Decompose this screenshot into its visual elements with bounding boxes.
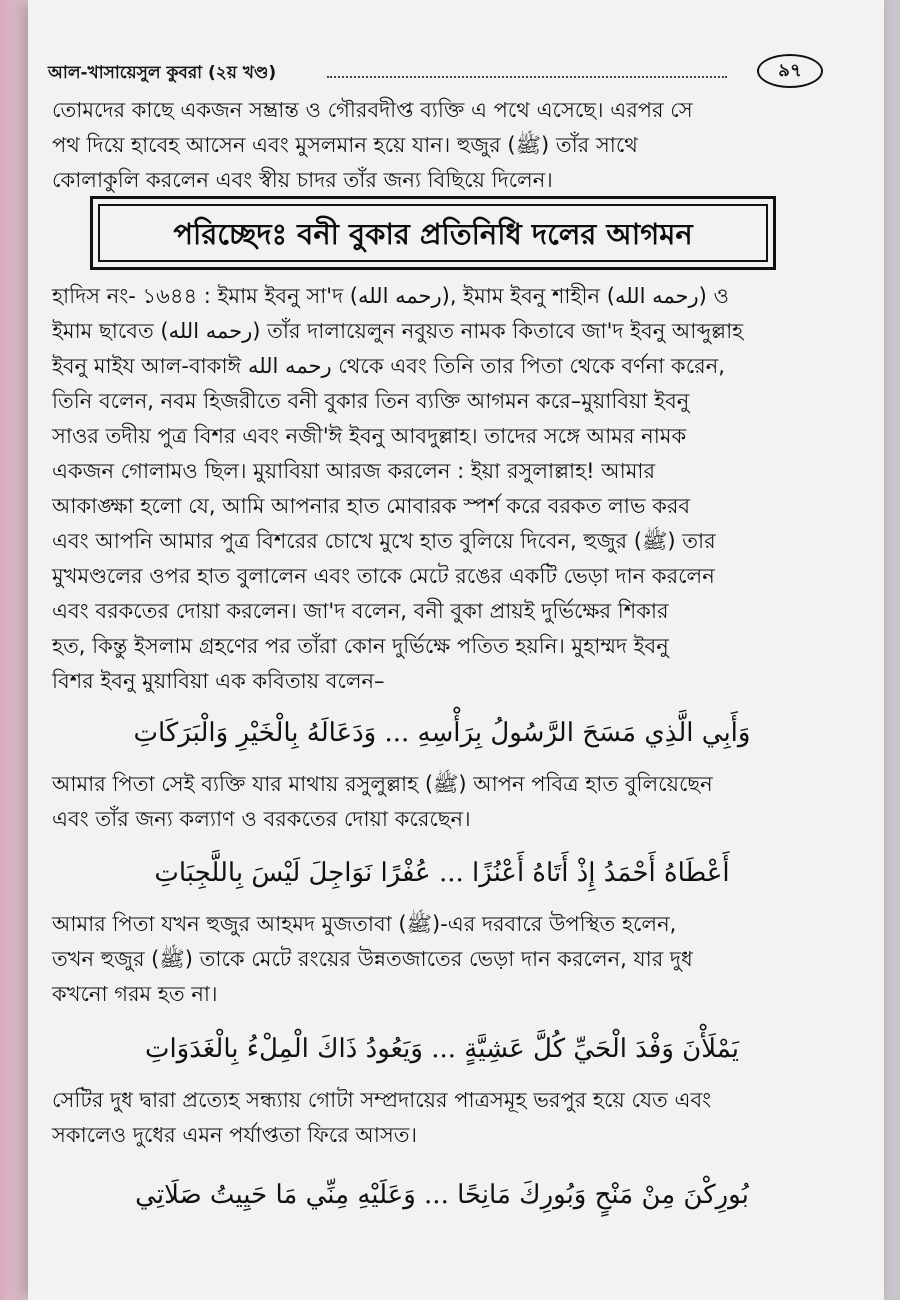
hadith-line: একজন গোলামও ছিল। মুয়াবিয়া আরজ করলেন : ইয়া রসুলাল্লাহ! আমার xyxy=(52,459,656,483)
hadith-line: এবং আপনি আমার পুত্র বিশরের চোখে মুখে হাত বুলিয়ে দিবেন, হুজুর (ﷺ) তার xyxy=(52,529,716,553)
hadith-line: তিনি বলেন, নবম হিজরীতে বনী বুকার তিন ব্যক্তি আগমন করে–মুয়াবিয়া ইবনু xyxy=(52,389,690,413)
page-number: ৯৭ xyxy=(757,54,823,88)
chapter-heading-box xyxy=(90,196,776,270)
arabic-verse-1: وَأَبِي الَّذِي مَسَحَ الرَّسُولُ بِرَأْسِهِ ... وَدَعَالَهُ بِالْخَيْرِ وَالْبَرَكَاتِ xyxy=(133,718,751,748)
hadith-line: হত, কিন্তু ইসলাম গ্রহণের পর তাঁরা কোন দুর্ভিক্ষে পতিত হয়নি। মুহাম্মদ ইবনু xyxy=(52,634,669,658)
hadith-line: ইমাম ছাবেত (رحمه الله) তাঁর দালায়েলুন নবুয়ত নামক কিতাবে জা'দ ইবনু আব্দুল্লাহ xyxy=(52,319,744,343)
arabic-verse-2: أَعْطَاهُ أَحْمَدُ إِذْ أَتَاهُ أَعْنُزًا ... عُفْرًا نَوَاجِلَ لَيْسَ بِاللَّجِبَاتِ xyxy=(154,858,730,888)
hadith-line: হাদিস নং- ১৬৪৪ : ইমাম ইবনু সা'দ (رحمه الله), ইমাম ইবনু শাহীন (رحمه الله) ও xyxy=(52,284,729,308)
intro-line: পথ দিয়ে হাবেহ আসেন এবং মুসলমান হয়ে যান। হুজুর (ﷺ) তাঁর সাথে xyxy=(52,133,638,157)
verse-translation-line: কখনো গরম হত না। xyxy=(52,982,218,1006)
verse-translation-line: এবং তাঁর জন্য কল্যাণ ও বরকতের দোয়া করেছেন। xyxy=(52,807,471,831)
hadith-line: সাওর তদীয় পুত্র বিশর এবং নজী'ঈ ইবনু আবদুল্লাহ। তাদের সঙ্গে আমর নামক xyxy=(52,424,687,448)
book-page xyxy=(28,0,884,1300)
arabic-verse-3: يَمْلَأْنَ وَفْدَ الْحَيِّ كُلَّ عَشِيَّةٍ ... وَيَعُودُ ذَاكَ الْمِلْءُ بِالْغَدَوَاتِ xyxy=(144,1034,740,1064)
intro-line: কোলাকুলি করলেন এবং স্বীয় চাদর তাঁর জন্য বিছিয়ে দিলেন। xyxy=(52,168,553,192)
intro-line: তোমদের কাছে একজন সম্ভ্রান্ত ও গৌরবদীপ্ত ব্যক্তি এ পথে এসেছে। এরপর সে xyxy=(52,98,693,122)
verse-translation-line: সেটির দুধ দ্বারা প্রত্যেহ সন্ধ্যায় গোটা সম্প্রদায়ের পাত্রসমূহ ভরপুর হয়ে যেত এবং xyxy=(52,1088,712,1112)
chapter-title: পরিচ্ছেদঃ বনী বুকার প্রতিনিধি দলের আগমন xyxy=(98,204,768,262)
verse-translation-line: তখন হুজুর (ﷺ) তাকে মেটে রংয়ের উন্নতজাতের ভেড়া দান করলেন, যার দুধ xyxy=(52,947,693,971)
verse-translation-line: আমার পিতা যখন হুজুর আহমদ মুজতাবা (ﷺ)-এর দরবারে উপস্থিত হলেন, xyxy=(52,912,677,936)
hadith-line: ইবনু মাইয আল-বাকাঈ رحمه الله থেকে এবং তিনি তার পিতা থেকে বর্ণনা করেন, xyxy=(52,354,725,378)
book-title: আল-খাসায়েসুল কুবরা (২য় খণ্ড) xyxy=(48,63,277,83)
hadith-line: আকাঙ্ক্ষা হলো যে, আমি আপনার হাত মোবারক স্পর্শ করে বরকত লাভ করব xyxy=(52,494,691,518)
hadith-line: মুখমণ্ডলের ওপর হাত বুলালেন এবং তাকে মেটে রঙের একটি ভেড়া দান করলেন xyxy=(52,564,715,588)
verse-translation-line: সকালেও দুধের এমন পর্যাপ্ততা ফিরে আসত। xyxy=(52,1123,418,1147)
running-header xyxy=(42,52,832,92)
page-edge xyxy=(0,0,28,1300)
verse-translation-line: আমার পিতা সেই ব্যক্তি যার মাথায় রসুলুল্লাহ (ﷺ) আপন পবিত্র হাত বুলিয়েছেন xyxy=(52,772,713,796)
hadith-line: বিশর ইবনু মুয়াবিয়া এক কবিতায় বলেন– xyxy=(52,669,385,693)
header-leader-dots xyxy=(327,76,727,78)
hadith-line: এবং বরকতের দোয়া করলেন। জা'দ বলেন, বনী বুকা প্রায়ই দুর্ভিক্ষের শিকার xyxy=(52,599,669,623)
arabic-verse-4: بُورِكْنَ مِنْ مَنْحٍ وَبُورِكَ مَانِحًا ... وَعَلَيْهِ مِنِّي مَا حَيِيتُ صَلَاتِي xyxy=(135,1180,749,1210)
